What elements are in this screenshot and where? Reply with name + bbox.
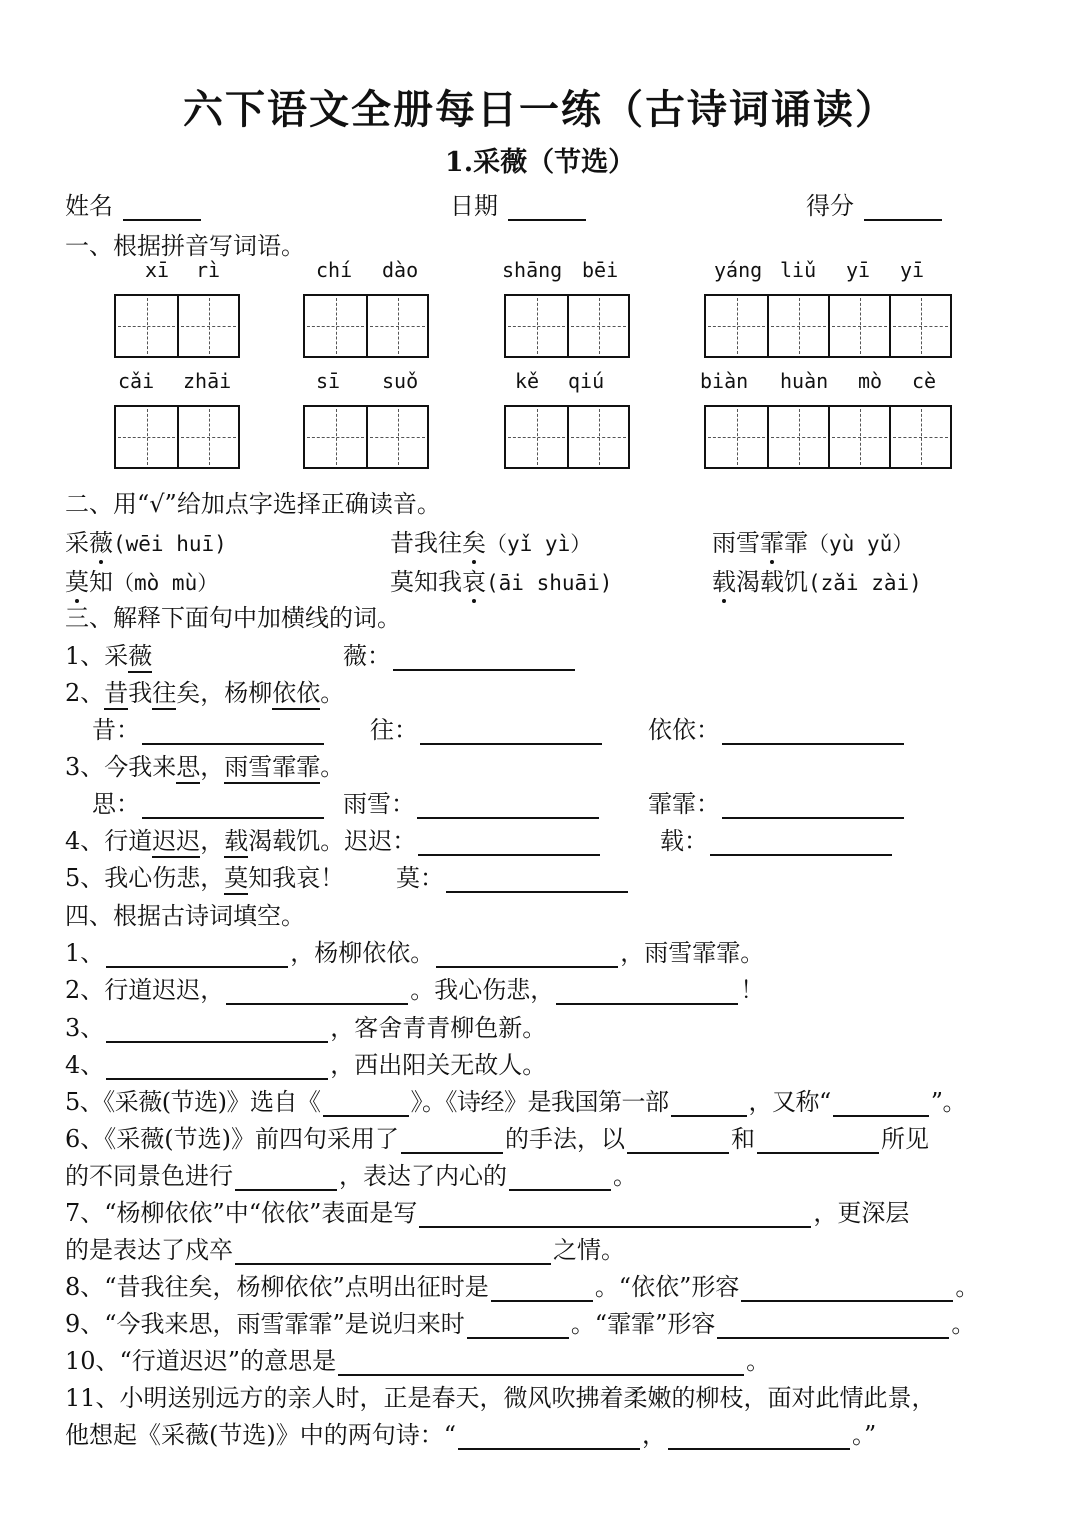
fill-q8: 8、“昔我往矣，杨柳依依”点明出征时是 。“依依”形容 。 (65, 1273, 980, 1301)
poem-title: 1.采薇（节选） (444, 147, 636, 178)
pinyin-label: chí (316, 258, 353, 282)
answer-blank[interactable] (436, 944, 618, 968)
answer-blank[interactable] (458, 1426, 640, 1450)
pinyin-label: xī (145, 258, 170, 282)
answer-blank[interactable] (418, 832, 600, 856)
answer-blank[interactable] (556, 981, 738, 1005)
answer-blank[interactable] (710, 832, 892, 856)
explain-q4-answer: 载： (660, 821, 894, 856)
pinyin-label: bēi (582, 258, 619, 282)
answer-blank[interactable] (401, 1130, 503, 1154)
fill-q3: 3、 ，客舍青青柳色新。 (65, 1014, 547, 1042)
answer-blank[interactable] (417, 795, 599, 819)
fill-q11-cont: 他想起《采薇(节选)》中的两句诗：“ ， 。” (65, 1421, 877, 1449)
answer-blank[interactable] (142, 795, 324, 819)
answer-blank[interactable] (142, 721, 324, 745)
writing-grid[interactable] (303, 405, 429, 469)
explain-q3-answer: 思： (92, 784, 326, 819)
answer-blank[interactable] (722, 721, 904, 745)
answer-blank[interactable] (717, 1315, 949, 1339)
explain-q1: 1、采薇 (65, 636, 152, 671)
score-blank[interactable] (864, 197, 942, 221)
pinyin-label: biàn (700, 369, 749, 393)
explain-q3-answer: 霏霏： (648, 784, 906, 819)
pronunciation-item: 莫知我哀(āi shuāi) (390, 568, 613, 596)
answer-blank[interactable] (757, 1130, 879, 1154)
pronunciation-item: 雨雪霏霏（yù yǔ） (712, 529, 914, 557)
pinyin-label: huàn (780, 369, 829, 393)
answer-blank[interactable] (671, 1093, 747, 1117)
writing-grid[interactable] (504, 294, 630, 358)
pinyin-label: mò (858, 369, 883, 393)
date-field: 日期 (450, 186, 588, 221)
writing-grid[interactable] (303, 294, 429, 358)
writing-grid[interactable] (704, 294, 952, 358)
answer-blank[interactable] (509, 1167, 611, 1191)
fill-q10: 10、“行道迟迟”的意思是 。 (65, 1347, 771, 1375)
writing-grid[interactable] (114, 294, 240, 358)
fill-q11: 11、小明送别远方的亲人时，正是春天，微风吹拂着柔嫩的柳枝，面对此情此景， (65, 1384, 936, 1412)
pinyin-label: suǒ (382, 369, 419, 393)
pinyin-label: liǔ (780, 258, 817, 282)
name-blank[interactable] (123, 197, 201, 221)
answer-blank[interactable] (491, 1278, 593, 1302)
answer-blank[interactable] (338, 1352, 744, 1376)
fill-q6-cont: 的不同景色进行 ，表达了内心的 。 (65, 1162, 637, 1190)
explain-q3-answer: 雨雪： (343, 784, 601, 819)
answer-blank[interactable] (420, 721, 602, 745)
explain-q1-answer: 薇： (343, 636, 577, 671)
answer-blank[interactable] (106, 944, 288, 968)
name-field: 姓名 (65, 186, 203, 221)
fill-q6: 6、《采薇(节选)》前四句采用了 的手法，以 和 所见 (65, 1125, 929, 1153)
answer-blank[interactable] (722, 795, 904, 819)
answer-blank[interactable] (323, 1093, 409, 1117)
fill-q9: 9、“今我来思，雨雪霏霏”是说归来时 。“霏霏”形容 。 (65, 1310, 976, 1338)
answer-blank[interactable] (741, 1278, 953, 1302)
page-title: 六下语文全册每日一练（古诗词诵读） (183, 86, 897, 133)
explain-q2-answer: 往： (370, 710, 604, 745)
answer-blank[interactable] (235, 1241, 551, 1265)
answer-blank[interactable] (419, 1204, 811, 1228)
explain-q4: 4、行道迟迟，载渴载饥。迟迟： (65, 821, 602, 856)
pinyin-label: yī (900, 258, 925, 282)
explain-q2-answer: 依依： (648, 710, 906, 745)
pinyin-label: sī (316, 369, 341, 393)
pinyin-label: zhāi (183, 369, 232, 393)
writing-grid[interactable] (504, 405, 630, 469)
pinyin-label: kě (515, 369, 540, 393)
section2-heading: 二、用“√”给加点字选择正确读音。 (65, 490, 441, 518)
pinyin-label: cǎi (118, 369, 155, 393)
fill-q2: 2、行道迟迟， 。我心伤悲， ！ (65, 976, 765, 1004)
fill-q5: 5、《采薇(节选)》选自《 》。《诗经》是我国第一部 ，又称“ ”。 (65, 1088, 967, 1116)
answer-blank[interactable] (106, 1056, 328, 1080)
section4-heading: 四、根据古诗词填空。 (65, 902, 305, 930)
pronunciation-item: 昔我往矣（yǐ yì） (390, 529, 592, 557)
pinyin-label: rì (196, 258, 221, 282)
answer-blank[interactable] (627, 1130, 729, 1154)
fill-q7: 7、“杨柳依依”中“依依”表面是写 ，更深层 (65, 1199, 910, 1227)
fill-q1: 1、 ，杨柳依依。 ，雨雪霏霏。 (65, 939, 765, 967)
explain-q2-answer: 昔： (92, 710, 326, 745)
writing-grid[interactable] (704, 405, 952, 469)
answer-blank[interactable] (668, 1426, 850, 1450)
date-blank[interactable] (508, 197, 586, 221)
pronunciation-item: 采薇(wēi huī) (65, 529, 227, 557)
pinyin-label: cè (912, 369, 937, 393)
section1-heading: 一、根据拼音写词语。 (65, 232, 305, 260)
pinyin-label: qiú (568, 369, 605, 393)
score-field: 得分 (806, 186, 944, 221)
pinyin-label: shāng (502, 258, 563, 282)
answer-blank[interactable] (106, 1019, 328, 1043)
answer-blank[interactable] (393, 647, 575, 671)
explain-q5: 5、我心伤悲，莫知我哀！ (65, 858, 344, 893)
pinyin-label: yáng (714, 258, 763, 282)
pronunciation-item: 莫知（mò mù） (65, 568, 219, 596)
answer-blank[interactable] (467, 1315, 569, 1339)
explain-q5-answer: 莫： (396, 858, 630, 893)
explain-q3: 3、今我来思，雨雪霏霏。 (65, 747, 344, 782)
section3-heading: 三、解释下面句中加横线的词。 (65, 604, 401, 632)
fill-q7-cont: 的是表达了戍卒 之情。 (65, 1236, 625, 1264)
fill-q4: 4、 ，西出阳关无故人。 (65, 1051, 547, 1079)
writing-grid[interactable] (114, 405, 240, 469)
pinyin-label: yī (846, 258, 871, 282)
answer-blank[interactable] (833, 1093, 929, 1117)
answer-blank[interactable] (446, 869, 628, 893)
pinyin-label: dào (382, 258, 419, 282)
pronunciation-item: 载渴载饥(zǎi zài) (712, 568, 922, 596)
answer-blank[interactable] (226, 981, 408, 1005)
answer-blank[interactable] (235, 1167, 337, 1191)
explain-q2: 2、昔我往矣，杨柳依依。 (65, 673, 344, 708)
